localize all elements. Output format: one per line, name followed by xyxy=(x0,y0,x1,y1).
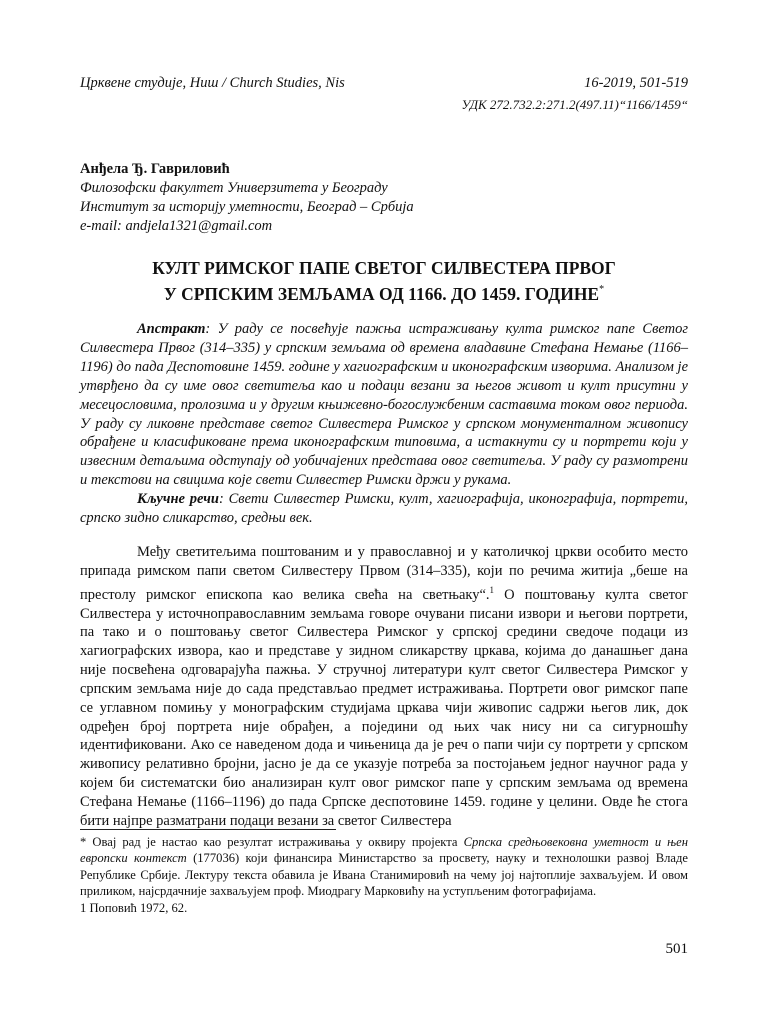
page-number: 501 xyxy=(665,941,688,957)
footnote-star-project: Српска средњовековна уметност и њен европски контекст xyxy=(80,835,688,866)
body-paragraph xyxy=(80,543,688,831)
abstract-label: Апстракт xyxy=(137,321,206,337)
title-line-2: У СРПСКИМ ЗЕМЉАМА ОД 1166. ДО 1459. ГОДИНЕ xyxy=(163,284,600,304)
issue-info: 16-2019, 501-519 xyxy=(584,75,688,91)
author-email: e-mail: andjela1321@gmail.com xyxy=(80,218,273,234)
keywords-label: Кључне речи xyxy=(137,491,219,508)
title-line-1: КУЛТ РИМСКОГ ПАПЕ СВЕТОГ СИЛВЕСТЕРА ПРВОГ xyxy=(152,258,616,278)
journal-name: Црквене студије, Ниш / Church Studies, Nis xyxy=(80,75,345,91)
main-text xyxy=(80,543,688,831)
abstract-text: : У раду се посвећује пажња истраживању култа римског папе Светог Силвестера Првог (314–335) у српским земљама од времена владавине Стефана Немање (1166–1196) до пада Деспотовине 1459. године у хагиографским и иконографским изворима. Анализом је утврђено да су имe овог светитеља као и подаци везани за његов живот и култ присутни у месецословима, пролозима и у другим књижевно-богослужбеним саставима током овог периода. У раду су ликовне представе светог Силвестера Римског у српском монументалном живопису обрађене и класификоване према иконографским типовима, а истакнути су и портрети који у извесним детаљима одступају од уобичајених представа овог светитеља. У раду су размотрени и текстови на свицима које свети Силвестер Римски држи у рукама. xyxy=(80,321,688,489)
author-block xyxy=(80,160,414,236)
body-text-start: Међу светитељима поштованим и у православној и у католичкој цркви особито место припада римском папи светом Силвестеру Првом (314–335), који по речима житија „беше на престолу римског епископа као велика свећа на светњаку“. xyxy=(80,544,688,603)
abstract-paragraph xyxy=(80,320,688,490)
author-affiliation-2: Институт за историју уметности, Београд – Србија xyxy=(80,199,414,215)
footnote-ref-1: 1 xyxy=(489,584,495,595)
footnote-star-text-b: (177036) који финансира Министарство за просвету, науку и технолошки развој Владе Републике Србије. Лектуру текста обавила је Ивана Станимировић на чему јој најтоплије захваљујем. И овом приликом, најсрдачније захваљујем проф. Миодрагу Марковићу на уступљеним фотографијама. xyxy=(80,851,688,899)
keywords-text: : Свети Силвестер Римски, култ, хагиографија, иконографија, портрети, српско зидно сликарство, средњи век. xyxy=(80,491,688,527)
keywords-paragraph xyxy=(80,490,688,528)
author-name: Анђела Ђ. Гавриловић xyxy=(80,161,230,177)
footnote-star xyxy=(80,834,688,900)
body-text-continued: О поштовању култа светог Силвестера у источноправославним земљама говоре очувани писани извори и његови портрети, па тако и о поштовању светог Силвестера Римског у српској средини сведоче подаци из хагиографских извора, као и представе у зидном сликарству цркава, којима до данашњег дана није посвећена одговарајућа пажња. У стручној литератури култ светог Силвестера Римског у српским земљама није до сада представљао предмет истраживања. Портрети овог римског папе се углавном помињу у монографским студијама цркава чији живопис садржи његов лик, док одређен број портрета није обрађен, а поједини од њих чак нису ни са сигурношћу идентификовани. Ако се наведеном дода и чињеница да је реч о папи чији су портрети у српском живопису релативно бројни, јасно је да се указује потреба за постојањем једног научног рада у којем би систематски био анализиран култ овог римског папе у српским земљама од времена Стефана Немање (1166–1196) до пада Српске деспотовине 1459. године у целини. Овде ће стога бити најпре разматрани подаци везани за светог Силвестера xyxy=(80,586,688,829)
footnote-1: 1 Поповић 1972, 62. xyxy=(80,900,188,915)
author-affiliation-1: Филозофски факултет Универзитета у Београду xyxy=(80,180,388,196)
footnotes xyxy=(80,834,688,916)
abstract-section xyxy=(80,320,688,528)
article-title xyxy=(80,257,688,305)
footnote-star-text-a: * Овај рад је настао као резултат истраживања у оквиру пројекта xyxy=(80,835,464,849)
title-footnote-marker: * xyxy=(599,284,605,295)
footnote-divider xyxy=(80,829,336,830)
udk-code: УДК 272.732.2:271.2(497.11)“1166/1459“ xyxy=(461,97,688,112)
